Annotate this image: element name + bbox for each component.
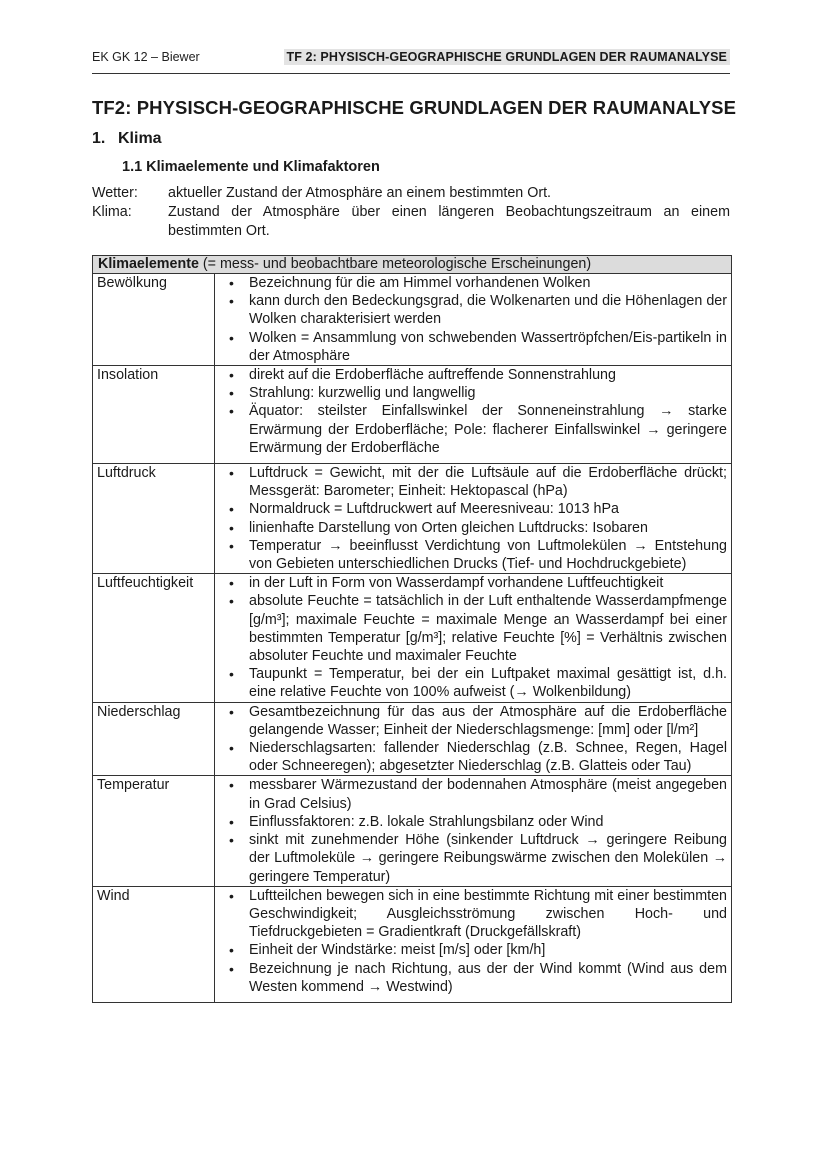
table-row (93, 886, 732, 1002)
row-description (215, 274, 732, 366)
definition-term: Klima: (92, 204, 132, 220)
list-item: • Niederschlagsarten: fallender Niederschlag (z.B. Schnee, Regen, Hagel oder Schneeregen); abgesetzter Niederschlag (z.B. Glatteis oder Tau) (219, 739, 727, 775)
table-header (93, 256, 732, 274)
header-divider (92, 73, 730, 74)
definitions (92, 184, 730, 241)
list-item: • Äquator: steilster Einfallswinkel der Sonneneinstrahlung → starke Erwärmung der Erdoberfläche; Pole: flacherer Einfallswinkel → geringere Erwärmung der Erdoberfläche (219, 402, 727, 457)
klimaelemente-table (92, 255, 732, 1003)
list-item: • Wolken = Ansammlung von schwebenden Wassertröpfchen/Eis-partikeln in der Atmosphäre (219, 329, 727, 365)
row-term: Wind (93, 886, 215, 1002)
list-item: • Einheit der Windstärke: meist [m/s] oder [km/h] (219, 941, 727, 959)
section-label: Klima (118, 130, 162, 147)
list-item: • Temperatur → beeinflusst Verdichtung von Luftmolekülen → Entstehung von Gebieten unterschiedlichen Drucks (Tief- und Hochdruckgebiete) (219, 537, 727, 573)
table-row (93, 702, 732, 776)
list-item: • kann durch den Bedeckungsgrad, die Wolkenarten und die Höhenlagen der Wolken charakterisiert werden (219, 292, 727, 328)
list-item: • Strahlung: kurzwellig und langwellig (219, 384, 727, 402)
table-row (93, 274, 732, 366)
row-description (215, 776, 732, 886)
list-item: • absolute Feuchte = tatsächlich in der Luft enthaltende Wasserdampfmenge [g/m³]; maximale Feuchte = maximale Menge an Wasserdampf bei einer bestimmten Temperatur [g/m³]; relative Feuchte [%] = Verhältnis zwischen absoluter Feuchte und maximaler Feuchte (219, 592, 727, 665)
list-item: • linienhafte Darstellung von Orten gleichen Luftdrucks: Isobaren (219, 519, 727, 537)
document-title: TF2: PHYSISCH-GEOGRAPHISCHE GRUNDLAGEN DER RAUMANALYSE (92, 97, 737, 118)
section-heading-klima (92, 130, 162, 148)
subsection-heading: 1.1 Klimaelemente und Klimafaktoren (122, 159, 380, 175)
table-row (93, 464, 732, 574)
list-item: • Gesamtbezeichnung für das aus der Atmosphäre auf die Erdoberfläche gelangende Wasser; Einheit der Niederschlagsmenge: [mm] oder [l/m²] (219, 703, 727, 739)
row-term: Temperatur (93, 776, 215, 886)
list-item: • messbarer Wärmezustand der bodennahen Atmosphäre (meist angegeben in Grad Celsius) (219, 776, 727, 812)
definition-klima (92, 203, 730, 241)
row-description (215, 886, 732, 1002)
table-row (93, 776, 732, 886)
list-item: • sinkt mit zunehmender Höhe (sinkender Luftdruck → geringere Reibung der Luftmoleküle → geringere Reibungswärme zwischen den Molekülen → geringere Temperatur) (219, 831, 727, 886)
table-header-row (93, 256, 732, 274)
list-item: • Luftdruck = Gewicht, mit der die Luftsäule auf die Erdoberfläche drückt; Messgerät: Barometer; Einheit: Hektopascal (hPa) (219, 464, 727, 500)
row-description (215, 574, 732, 702)
list-item: • Bezeichnung je nach Richtung, aus der der Wind kommt (Wind aus dem Westen kommend → Westwind) (219, 960, 727, 996)
row-term: Bewölkung (93, 274, 215, 366)
row-term: Luftfeuchtigkeit (93, 574, 215, 702)
row-term: Luftdruck (93, 464, 215, 574)
definition-wetter (92, 184, 730, 203)
running-header (92, 47, 730, 67)
header-topic: TF 2: PHYSISCH-GEOGRAPHISCHE GRUNDLAGEN DER RAUMANALYSE (284, 49, 731, 65)
list-item: • Luftteilchen bewegen sich in eine bestimmte Richtung mit einer bestimmten Geschwindigkeit; Ausgleichsströmung zwischen Hoch- und Tiefdruckgebieten = Gradientkraft (Druckgefällskraft) (219, 887, 727, 942)
table-row (93, 366, 732, 464)
row-term: Insolation (93, 366, 215, 464)
table-row (93, 574, 732, 702)
table-header-bold: Klimaelemente (98, 256, 199, 272)
definition-text: Zustand der Atmosphäre über einen längeren Beobachtungszeitraum an einem bestimmten Ort. (168, 204, 730, 239)
table-header-note: (= mess- und beobachtbare meteorologische Erscheinungen) (198, 256, 592, 272)
list-item: • direkt auf die Erdoberfläche auftreffende Sonnenstrahlung (219, 366, 727, 384)
list-item: • Einflussfaktoren: z.B. lokale Strahlungsbilanz oder Wind (219, 813, 727, 831)
row-term: Niederschlag (93, 702, 215, 776)
definition-term: Wetter: (92, 185, 138, 201)
section-number: 1. (92, 130, 106, 147)
list-item: • Bezeichnung für die am Himmel vorhandenen Wolken (219, 274, 727, 292)
row-description (215, 464, 732, 574)
list-item: • in der Luft in Form von Wasserdampf vorhandene Luftfeuchtigkeit (219, 574, 727, 592)
definition-text: aktueller Zustand der Atmosphäre an einem bestimmten Ort. (168, 185, 552, 201)
list-item: • Taupunkt = Temperatur, bei der ein Luftpaket maximal gesättigt ist, d.h. eine relative Feuchte von 100% aufweist (→ Wolkenbildung) (219, 665, 727, 701)
row-description (215, 702, 732, 776)
row-description (215, 366, 732, 464)
header-course: EK GK 12 – Biewer (92, 50, 200, 64)
list-item: • Normaldruck = Luftdruckwert auf Meeresniveau: 1013 hPa (219, 500, 727, 518)
